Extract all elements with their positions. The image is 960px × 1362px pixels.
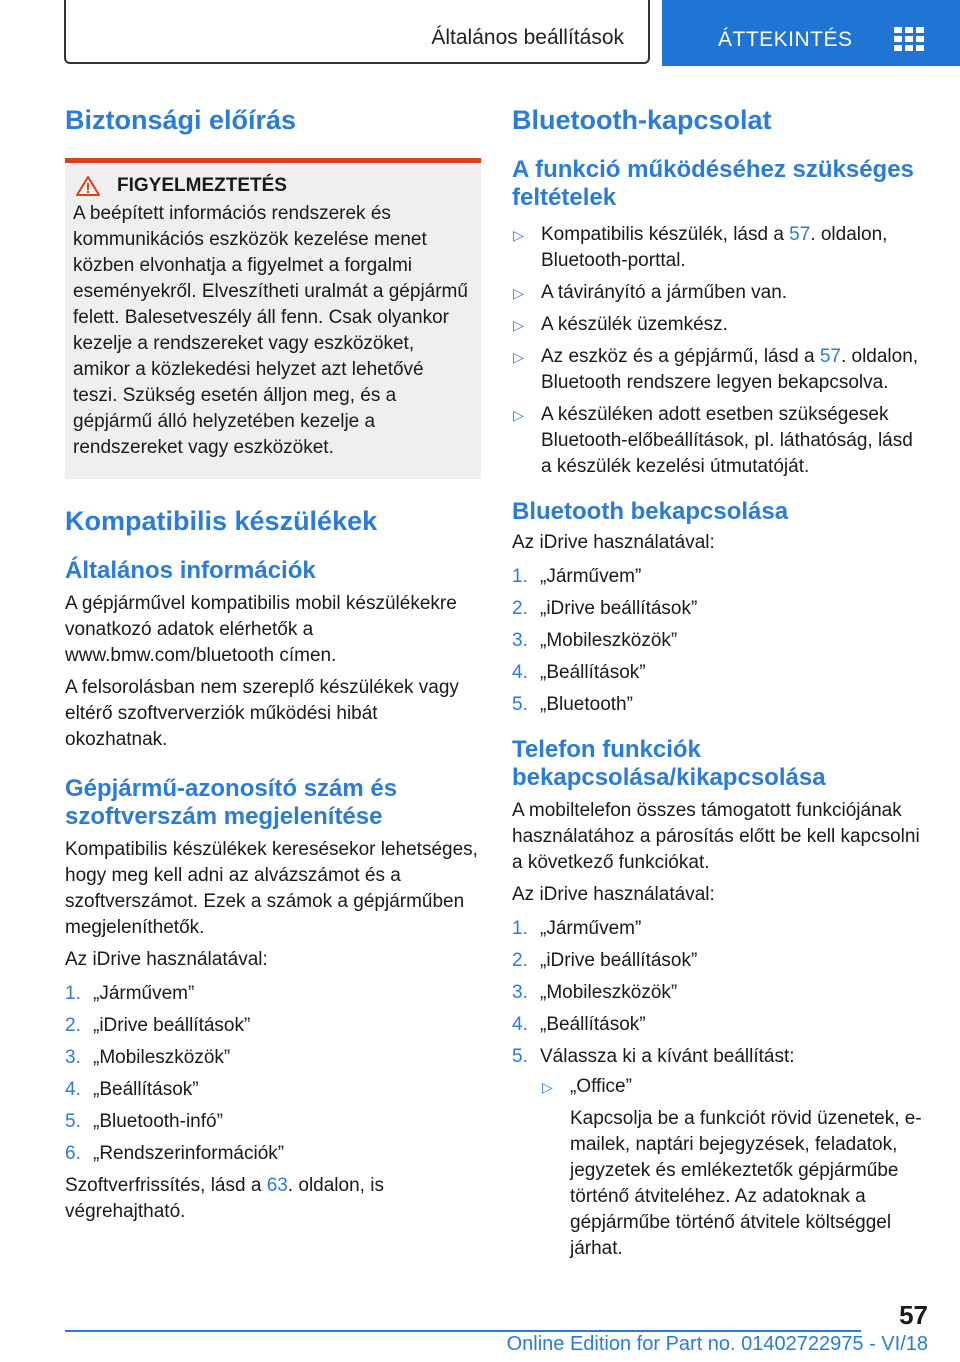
requirement-item	[512, 280, 928, 306]
list-item-text: „Bluetooth-infó”	[93, 1111, 223, 1132]
heading-general-info: Általános információk	[65, 557, 316, 584]
list-number: 2.	[512, 598, 528, 619]
requirement-item	[512, 344, 928, 396]
list-number: 6.	[65, 1143, 81, 1164]
idrive-paragraph-right-2: Az iDrive használatával:	[512, 884, 715, 905]
requirement-text-a: Kompatibilis készülék, lásd a	[541, 224, 790, 245]
general-paragraph-1: A gépjárművel kompatibilis mobil készülékekre vonatkozó adatok elérhetők a www.bmw.com/bluetooth címen.	[65, 593, 457, 666]
list-number: 3.	[512, 630, 528, 651]
requirement-text-b: . oldalon, Bluetooth-porttal.	[541, 224, 888, 271]
phone-paragraph: A mobiltelefon összes támogatott funkciójának használatához a párosítás előtt be kell kapcsolni a következő funkciókat.	[512, 800, 920, 873]
list-item-text: Válassza ki a kívánt beállítást:	[540, 1046, 795, 1067]
list-item-text: „Mobileszközök”	[540, 982, 678, 1003]
warning-box	[65, 158, 481, 479]
office-description: Kapcsolja be a funkciót rövid üzenetek, e-mailek, naptári bejegyzések, feladatok, jegyzetek és emlékeztetők gépjárműbe történő átviteléhez. Az adatoknak a gépjárműbe történő átvitele költséggel járhat.	[570, 1108, 922, 1259]
list-number: 5.	[65, 1111, 81, 1132]
list-number: 3.	[65, 1047, 81, 1068]
idrive-paragraph: Az iDrive használatával:	[65, 949, 268, 970]
requirements-list	[512, 222, 928, 480]
list-item	[512, 1044, 928, 1070]
list-item	[512, 564, 928, 590]
list-number: 2.	[65, 1015, 81, 1036]
warning-triangle-icon	[75, 175, 101, 197]
triangle-bullet-icon: ▷	[513, 407, 524, 423]
list-item	[512, 916, 928, 942]
bluetooth-on-steps	[512, 564, 928, 718]
office-item-text: „Office”	[570, 1076, 632, 1097]
list-item-text: „iDrive beállítások”	[540, 598, 698, 619]
general-paragraph-2: A felsorolásban nem szereplő készülékek vagy eltérő szoftververziók működési hibát okozhatnak.	[65, 677, 459, 750]
requirement-text	[541, 280, 787, 306]
requirement-text-a: A készüléken adott esetben szükségesek Bluetooth-előbeállítások, pl. láthatóság, lásd a készülék kezelési útmutatóját.	[541, 404, 913, 477]
list-number: 5.	[512, 694, 528, 715]
list-item	[512, 628, 928, 654]
list-item-text: „Járművem”	[540, 566, 642, 587]
list-item-text: „iDrive beállítások”	[540, 950, 698, 971]
list-item-text: „Járművem”	[540, 918, 642, 939]
list-item	[65, 1077, 481, 1103]
list-item	[512, 660, 928, 686]
heading-compatible: Kompatibilis készülékek	[65, 506, 378, 536]
grid-icon	[894, 27, 924, 53]
requirement-text-a: Az eszköz és a gépjármű, lásd a	[541, 346, 820, 367]
requirement-text	[541, 312, 728, 338]
heading-phone-functions: Telefon funkciók bekapcsolása/kikapcsolása	[512, 736, 826, 791]
office-sublist	[541, 1074, 928, 1100]
footer-edition: Online Edition for Part no. 01402722975 - VI/18	[506, 1333, 928, 1355]
list-item	[512, 948, 928, 974]
list-item-text: „Rendszerinformációk”	[93, 1143, 285, 1164]
list-item	[512, 692, 928, 718]
update-paragraph	[65, 1173, 481, 1225]
triangle-bullet-icon: ▷	[513, 227, 524, 243]
warning-header	[75, 175, 473, 197]
list-item-text: „iDrive beállítások”	[93, 1015, 251, 1036]
heading-bluetooth-on: Bluetooth bekapcsolása	[512, 498, 789, 525]
heading-safety: Biztonsági előírás	[65, 105, 297, 135]
list-item-text: „Beállítások”	[540, 662, 646, 683]
heading-vin: Gépjármű-azonosító szám és szoftverszám megjelenítése	[65, 775, 398, 830]
page-link[interactable]: 57	[819, 346, 841, 367]
list-item	[512, 980, 928, 1006]
list-item	[65, 1109, 481, 1135]
list-number: 1.	[65, 983, 81, 1004]
office-item	[541, 1074, 928, 1100]
requirement-text-a: A távirányító a járműben van.	[541, 282, 788, 303]
list-item	[65, 1141, 481, 1167]
requirement-item	[512, 402, 928, 480]
heading-bluetooth: Bluetooth-kapcsolat	[512, 105, 772, 135]
list-item	[512, 596, 928, 622]
triangle-bullet-icon: ▷	[513, 317, 524, 333]
list-item-text: „Beállítások”	[540, 1014, 646, 1035]
list-number: 1.	[512, 566, 528, 587]
requirement-text-b: . oldalon, Bluetooth rendszere legyen bekapcsolva.	[541, 346, 919, 393]
list-item-text: „Bluetooth”	[540, 694, 633, 715]
requirement-item	[512, 222, 928, 274]
list-item-text: „Járművem”	[93, 983, 195, 1004]
list-item	[65, 1013, 481, 1039]
list-number: 3.	[512, 982, 528, 1003]
warning-text: A beépített információs rendszerek és kommunikációs eszközök kezelése menet közben elvonhatja a figyelmet a forgalmi eseményekről. Elveszítheti uralmát a gépjármű felett. Balesetveszély áll fenn. Csak olyankor kezelje a rendszereket vagy eszközöket, amikor a közlekedési helyzet azt lehetővé teszi. Szükség esetén álljon meg, és a gépjármű álló helyzetében kezelje a rendszereket vagy eszközöket.	[73, 203, 468, 458]
requirement-item	[512, 312, 928, 338]
list-item	[65, 1045, 481, 1071]
right-column	[512, 100, 928, 1262]
left-column	[65, 100, 481, 1225]
list-number: 4.	[512, 662, 528, 683]
overview-tab[interactable]	[662, 0, 960, 66]
list-item	[512, 1012, 928, 1038]
page-number: 57	[899, 1300, 928, 1330]
vin-paragraph: Kompatibilis készülékek keresésekor lehetséges, hogy meg kell adni az alvázszámot és a szoftverszámot. Ezek a számok a gépjárműben megjeleníthetők.	[65, 839, 478, 938]
list-number: 1.	[512, 918, 528, 939]
heading-requirements: A funkció működéséhez szükséges feltételek	[512, 156, 914, 211]
requirement-text	[541, 344, 928, 396]
triangle-bullet-icon: ▷	[513, 285, 524, 301]
footer-rule	[65, 1330, 861, 1332]
triangle-bullet-icon: ▷	[542, 1079, 553, 1095]
requirement-text	[541, 402, 928, 480]
list-item	[65, 981, 481, 1007]
section-title: Általános beállítások	[431, 26, 624, 49]
list-number: 5.	[512, 1046, 528, 1067]
idrive-paragraph-right: Az iDrive használatával:	[512, 532, 715, 553]
list-number: 4.	[512, 1014, 528, 1035]
overview-tab-label: ÁTTEKINTÉS	[718, 28, 853, 51]
list-item-text: „Mobileszközök”	[540, 630, 678, 651]
requirement-text-a: A készülék üzemkész.	[541, 314, 728, 335]
list-item-text: „Beállítások”	[93, 1079, 199, 1100]
triangle-bullet-icon: ▷	[513, 349, 524, 365]
update-text-b: . oldalon, is végrehajtható.	[65, 1175, 384, 1222]
page-link[interactable]: 57	[789, 224, 811, 245]
list-number: 4.	[65, 1079, 81, 1100]
warning-title: FIGYELMEZTETÉS	[117, 175, 287, 196]
page-link-63[interactable]: 63	[266, 1175, 288, 1196]
list-number: 2.	[512, 950, 528, 971]
requirement-text	[541, 222, 928, 274]
vin-steps-list	[65, 981, 481, 1167]
list-item-text: „Mobileszközök”	[93, 1047, 231, 1068]
update-text-a: Szoftverfrissítés, lásd a	[65, 1175, 267, 1196]
phone-steps-list	[512, 916, 928, 1070]
